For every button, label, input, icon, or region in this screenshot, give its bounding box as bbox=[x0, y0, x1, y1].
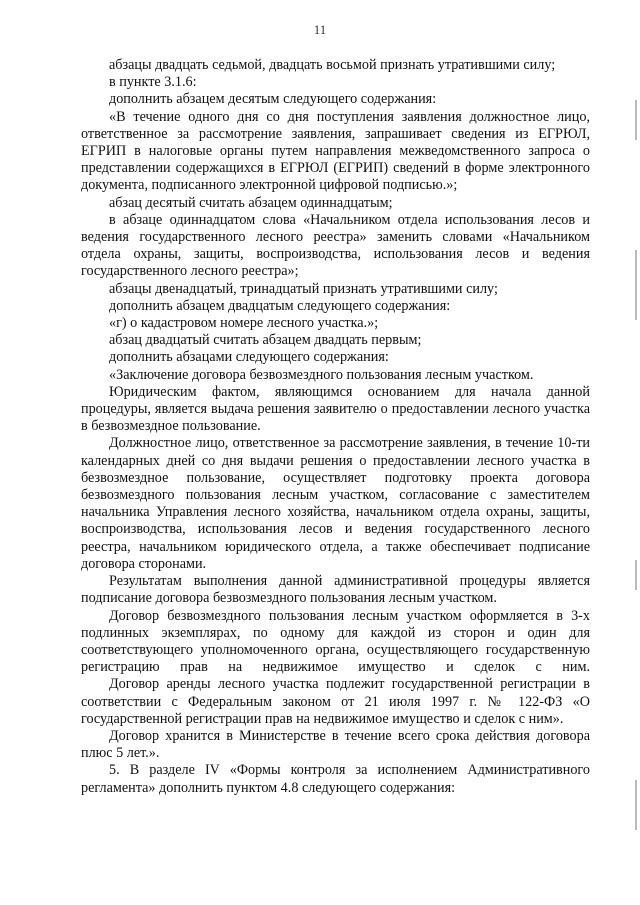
paragraph: абзац десятый считать абзацем одиннадцатым; bbox=[109, 194, 393, 211]
scan-edge-mark bbox=[635, 250, 637, 320]
paragraph: Результатам выполнения данной административной процедуры является подписание договора безвозмездного пользования лесным участком. bbox=[81, 573, 590, 607]
paragraph: в абзаце одиннадцатом слова «Начальником отдела использования лесов и ведения государственного лесного реестра» заменить словами «Начальником отдела охраны, защиты, воспроизводства, использования лесов и ведения государственного лесного реестра»; bbox=[81, 211, 590, 280]
paragraph: Договор аренды лесного участка подлежит государственной регистрации в соответствии с Федеральным законом от 21 июля 1997 г. № 122-ФЗ «О государственной регистрации прав на недвижимое имущество и сделок с ним». bbox=[81, 676, 590, 727]
scan-edge-mark bbox=[635, 560, 637, 590]
paragraph: «г) о кадастровом номере лесного участка.»; bbox=[109, 315, 379, 332]
paragraph: дополнить абзацем десятым следующего содержания: bbox=[109, 91, 437, 108]
paragraph: 5. В разделе IV «Формы контроля за исполнением Административного регламента» дополнить пунктом 4.8 следующего содержания: bbox=[81, 762, 590, 796]
document-body bbox=[81, 57, 590, 797]
paragraph: «В течение одного дня со дня поступления заявления должностное лицо, ответственное за рассмотрение заявления, запрашивает сведения из ЕГРЮЛ, ЕГРИП в налоговые органы путем направления межведомственного запроса о представлении содержащихся в ЕГРЮЛ (ЕГРИП) сведений в форме электронного документа, подписанного электронной цифровой подписью.»; bbox=[81, 108, 590, 194]
paragraph: Юридическим фактом, являющимся основанием для начала данной процедуры, является выдача решения заявителю о предоставлении лесного участка в безвозмездное пользование. bbox=[81, 383, 590, 435]
paragraph: «Заключение договора безвозмездного пользования лесным участком. bbox=[109, 366, 534, 383]
paragraph: абзац двадцатый считать абзацем двадцать первым; bbox=[109, 332, 422, 349]
paragraph: Договор безвозмездного пользования лесным участком оформляется в 3-х подлинных экземплярах, по одному для каждой из сторон и один для соответствующего уполномоченного органа, осуществляющего государственную регистрацию прав на недвижимое имущество и сделок с ним. bbox=[81, 607, 590, 676]
paragraph: дополнить абзацами следующего содержания: bbox=[109, 349, 389, 366]
paragraph: дополнить абзацем двадцатым следующего содержания: bbox=[109, 297, 451, 314]
paragraph: Должностное лицо, ответственное за рассмотрение заявления, в течение 10-ти календарных дней со дня выдачи решения о предоставлении лесного участка в безвозмездное пользование, осуществляет подготовку проекта договора безвозмездного пользования лесным участком, согласование с заместителем начальника Управления лесного хозяйства, начальником отдела охраны, защиты, воспроизводства, использования лесов и ведения государственного лесного реестра, начальником юридического отдела, а также обеспечивает подписание договора сторонами. bbox=[81, 435, 590, 572]
paragraph: Договор хранится в Министерстве в течение всего срока действия договора плюс 5 лет.». bbox=[81, 727, 590, 762]
paragraph: в пункте 3.1.6: bbox=[109, 74, 197, 91]
paragraph: абзацы двенадцатый, тринадцатый признать утратившими силу; bbox=[109, 280, 498, 297]
page-number: 11 bbox=[313, 22, 327, 37]
paragraph: абзацы двадцать седьмой, двадцать восьмой признать утратившими силу; bbox=[109, 57, 556, 73]
scan-edge-mark bbox=[635, 780, 637, 830]
scan-edge-mark bbox=[635, 100, 637, 140]
